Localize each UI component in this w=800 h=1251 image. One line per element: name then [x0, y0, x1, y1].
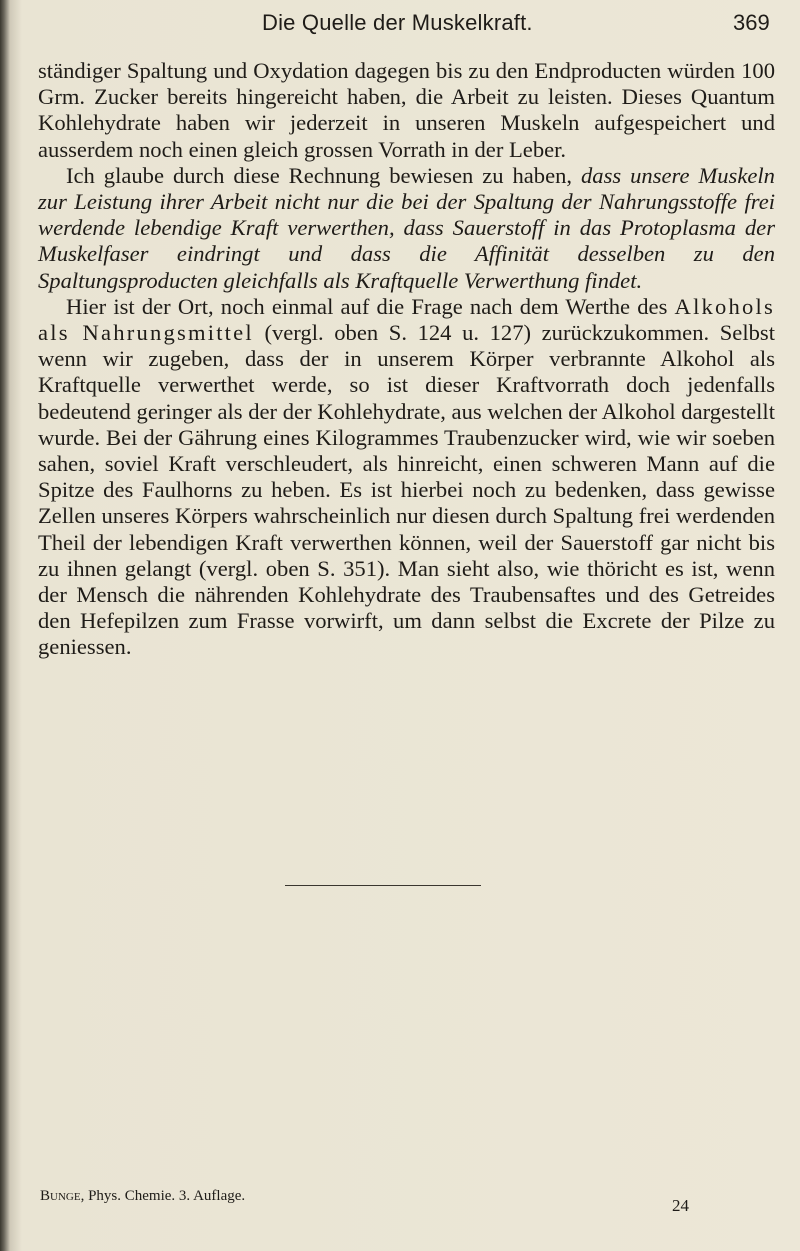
body-text: [38, 58, 775, 661]
imprint-line: [40, 1188, 245, 1205]
imprint-details: , Phys. Chemie. 3. Auflage.: [80, 1188, 246, 1204]
paragraph: [38, 163, 775, 294]
running-title: Die Quelle der Muskelkraft.: [262, 10, 533, 35]
text-run: Hier ist der Ort, noch einmal auf die Frage nach dem Werthe des: [66, 293, 675, 319]
page-number: 369: [733, 10, 770, 35]
imprint-author: Bunge: [40, 1188, 81, 1204]
italic-emphasis: dass unsere Muskeln zur Leistung ihrer Arbeit nicht nur die bei der Spaltung der Nahrungsstoffe frei werdende lebendige Kraft verwerthen, dass Sauerstoff in das Protoplasma der Muskelfaser eindringt und dass die Affinität desselben zu den Spaltungsproducten gleichfalls als Kraftquelle Verwerthung findet.: [38, 162, 775, 293]
section-divider: [285, 885, 481, 886]
running-header: [0, 8, 800, 38]
paragraph: [38, 294, 775, 661]
page-footer: [40, 1188, 780, 1228]
paragraph: [38, 58, 775, 163]
text-run: (vergl. oben S. 124 u. 127) zurückzukommen. Selbst wenn wir zugeben, dass der in unserem Körper verbrannte Alkohol als Kraftquelle verwerthet werde, so ist dieser Kraftvorrath doch jedenfalls bedeutend geringer als der der Kohlehydrate, aus welchen der Alkohol dargestellt wurde. Bei der Gährung eines Kilogrammes Traubenzucker wird, wie wir soeben sahen, soviel Kraft verschleudert, als hinreicht, einen schweren Mann auf die Spitze des Faulhorns zu heben. Es ist hierbei noch zu bedenken, dass gewisse Zellen unseres Körpers wahrscheinlich nur diesen durch Spaltung frei werdenden Theil der lebendigen Kraft verwerthen können, weil der Sauerstoff gar nicht bis zu ihnen gelangt (vergl. oben S. 351). Man sieht also, wie thöricht es ist, wenn der Mensch die nährenden Kohlehydrate des Traubensaftes und des Getreides den Hefepilzen zum Frasse vorwirft, um dann selbst die Excrete der Pilze zu geniessen.: [38, 320, 775, 660]
text-run: ständiger Spaltung und Oxydation dagegen bis zu den Endproducten würden 100 Grm. Zucker bereits hingereicht haben, die Arbeit zu leisten. Dieses Quantum Kohlehydrate haben wir jederzeit in unseren Muskeln aufgespeichert und ausserdem noch einen gleich grossen Vorrath in der Leber.: [38, 58, 775, 162]
text-run: Ich glaube durch diese Rechnung bewiesen zu haben,: [66, 162, 581, 188]
signature-mark: 24: [672, 1196, 689, 1215]
spaced-emphasis: Alkohols als Nahrungsmittel: [38, 293, 775, 346]
